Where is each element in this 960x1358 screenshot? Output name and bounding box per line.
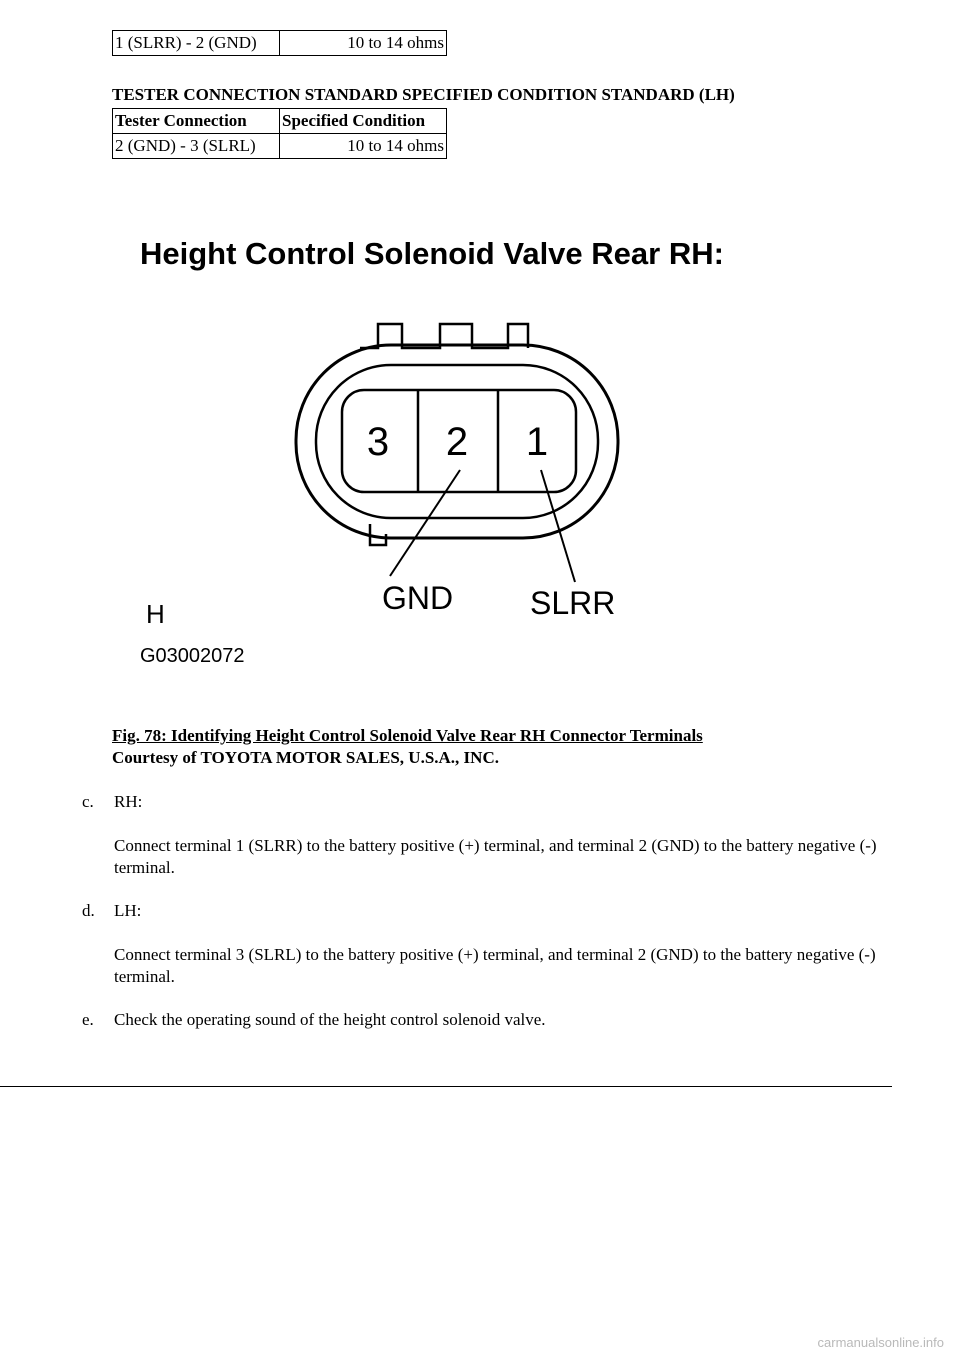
pin-number-1: 1: [525, 420, 549, 464]
pin-number-2: 2: [445, 420, 469, 464]
lh-section-heading: TESTER CONNECTION STANDARD SPECIFIED CONDITION STANDARD (LH): [112, 85, 735, 104]
list-marker: e.: [82, 1010, 94, 1029]
figure-code: G03002072: [140, 645, 245, 667]
specified-condition-cell: 10 to 14 ohms: [280, 134, 447, 159]
figure-caption: Fig. 78: Identifying Height Control Solenoid Valve Rear RH Connector Terminals: [112, 726, 703, 745]
step-title: Check the operating sound of the height control solenoid valve.: [114, 1010, 546, 1029]
step-text: Connect terminal 3 (SLRL) to the battery positive (+) terminal, and terminal 2 (GND) to the battery negative (-) terminal.: [114, 945, 876, 986]
page-divider: [0, 1086, 892, 1087]
connector-key: [370, 524, 386, 545]
step-title: LH:: [114, 901, 142, 920]
watermark-footer: carmanualsonline.info: [817, 1335, 944, 1350]
tester-connection-cell: 2 (GND) - 3 (SLRL): [113, 134, 280, 159]
tester-connection-cell: 1 (SLRR) - 2 (GND): [113, 31, 280, 56]
step-text: Connect terminal 1 (SLRR) to the battery positive (+) terminal, and terminal 2 (GND) to the battery negative (-) terminal.: [114, 836, 877, 877]
figure-heading: Height Control Solenoid Valve Rear RH:: [140, 236, 724, 271]
list-marker: c.: [82, 792, 94, 811]
view-letter: H: [146, 599, 165, 629]
gnd-leader-line: [390, 470, 460, 576]
column-header-tester-connection: Tester Connection: [113, 109, 280, 134]
pin-number-3: 3: [366, 420, 390, 464]
gnd-callout: GND: [382, 580, 454, 616]
column-header-specified-condition: Specified Condition: [280, 109, 447, 134]
list-marker: d.: [82, 901, 95, 920]
step-title: RH:: [114, 792, 143, 811]
figure-courtesy: Courtesy of TOYOTA MOTOR SALES, U.S.A., INC.: [112, 748, 499, 767]
slrr-callout: SLRR: [530, 585, 616, 621]
specified-condition-cell: 10 to 14 ohms: [280, 31, 447, 56]
